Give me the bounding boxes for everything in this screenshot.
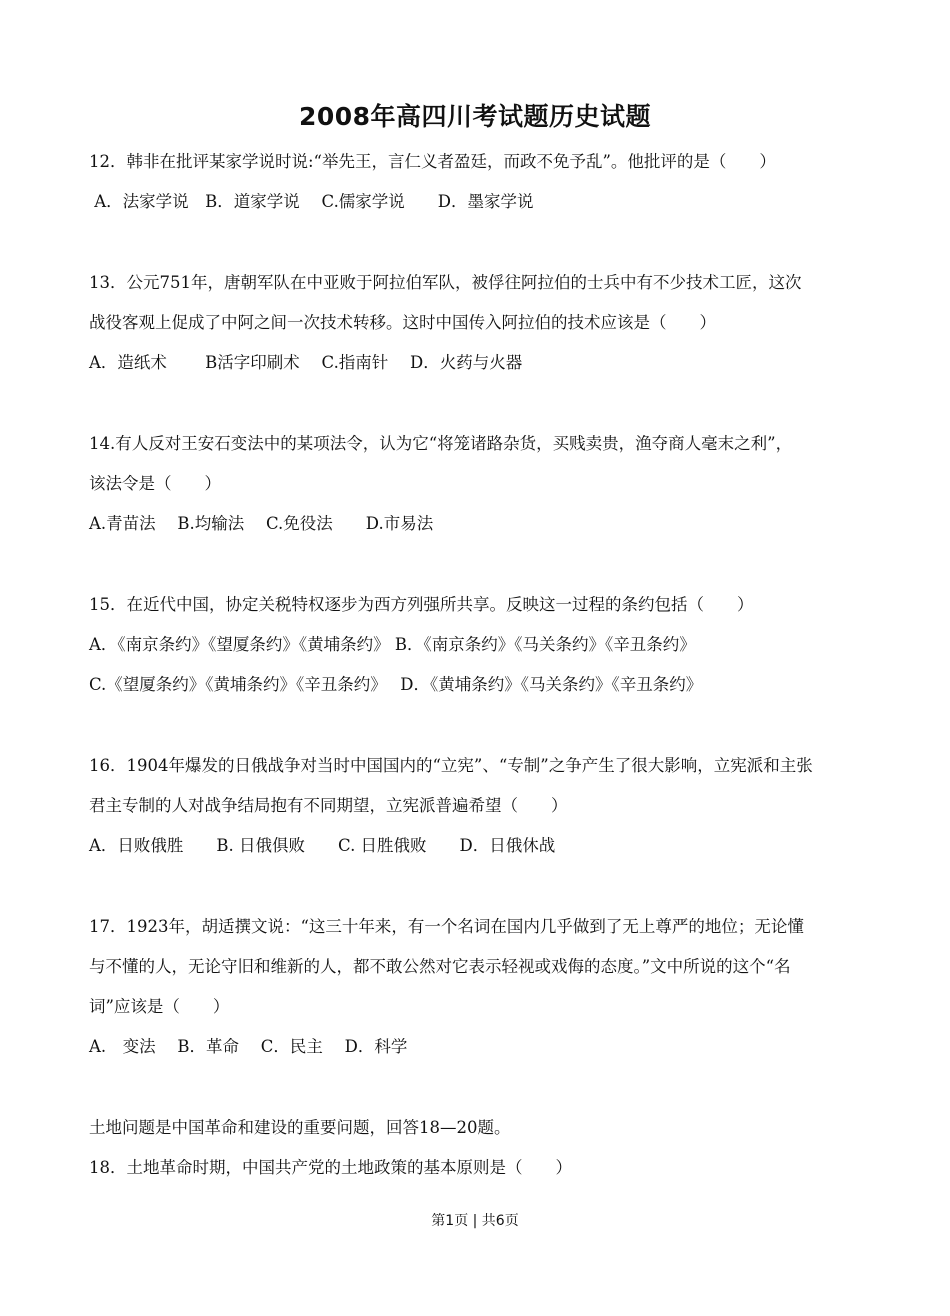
q16-options: A．日败俄胜 B. 日俄俱败 C. 日胜俄败 D．日俄休战 — [89, 836, 556, 855]
q14-stem-line1: 14.有人反对王安石变法中的某项法令，认为它“将笼诸路杂货，买贱卖贵，渔夺商人毫末之利”， — [89, 434, 793, 453]
q17-stem-line2: 与不懂的人，无论守旧和维新的人，都不敢公然对它表示轻视或戏侮的态度。”文中所说的这个“名 — [89, 957, 791, 976]
q17-options: A. 变法 B．革命 C．民主 D．科学 — [89, 1037, 408, 1056]
q13-stem-line1: 13．公元751年，唐朝军队在中亚败于阿拉伯军队，被俘往阿拉伯的士兵中有不少技术工匠，这次 — [89, 273, 802, 292]
q15-options-ab: A．《南京条约》《望厦条约》《黄埔条约》 B．《南京条约》《马关条约》《辛丑条约》 — [89, 635, 696, 654]
q17-stem-line1: 17．1923年，胡适撰文说：“这三十年来，有一个名词在国内几乎做到了无上尊严的地位；无论懂 — [89, 917, 804, 936]
page-footer: 第1页 | 共6页 — [431, 1213, 519, 1229]
q14-stem-line2: 该法令是（ ） — [89, 474, 221, 493]
q18-stem: 18．土地革命时期，中国共产党的土地政策的基本原则是（ ） — [89, 1158, 572, 1177]
q13-options: A．造纸术 B活字印刷术 C.指南针 D．火药与火器 — [89, 353, 523, 372]
q17-stem-line3: 词”应该是（ ） — [89, 997, 230, 1016]
q15-stem: 15．在近代中国，协定关税特权逐步为西方列强所共享。反映这一过程的条约包括（ ） — [89, 595, 754, 614]
q14-options: A.青苗法 B.均输法 C.免役法 D.市易法 — [89, 514, 434, 533]
q12-stem: 12．韩非在批评某家学说时说:“举先王，言仁义者盈廷，而政不免予乱”。他批评的是（ ） — [89, 152, 776, 171]
q16-stem-line1: 16．1904年爆发的日俄战争对当时中国国内的“立宪”、“专制”之争产生了很大影响，立宪派和主张 — [89, 756, 813, 775]
q15-options-cd: C.《望厦条约》《黄埔条约》《辛丑条约》 D．《黄埔条约》《马关条约》《辛丑条约》 — [89, 675, 703, 694]
q18-20-intro: 土地问题是中国革命和建设的重要问题，回答18—20题。 — [89, 1118, 511, 1137]
q16-stem-line2: 君主专制的人对战争结局抱有不同期望，立宪派普遍希望（ ） — [89, 796, 568, 815]
q13-stem-line2: 战役客观上促成了中阿之间一次技术转移。这时中国传入阿拉伯的技术应该是（ ） — [89, 313, 716, 332]
q12-options: A．法家学说 B．道家学说 C.儒家学说 D．墨家学说 — [89, 192, 534, 211]
page-title: 2008年高四川考试题历史试题 — [298, 102, 652, 131]
